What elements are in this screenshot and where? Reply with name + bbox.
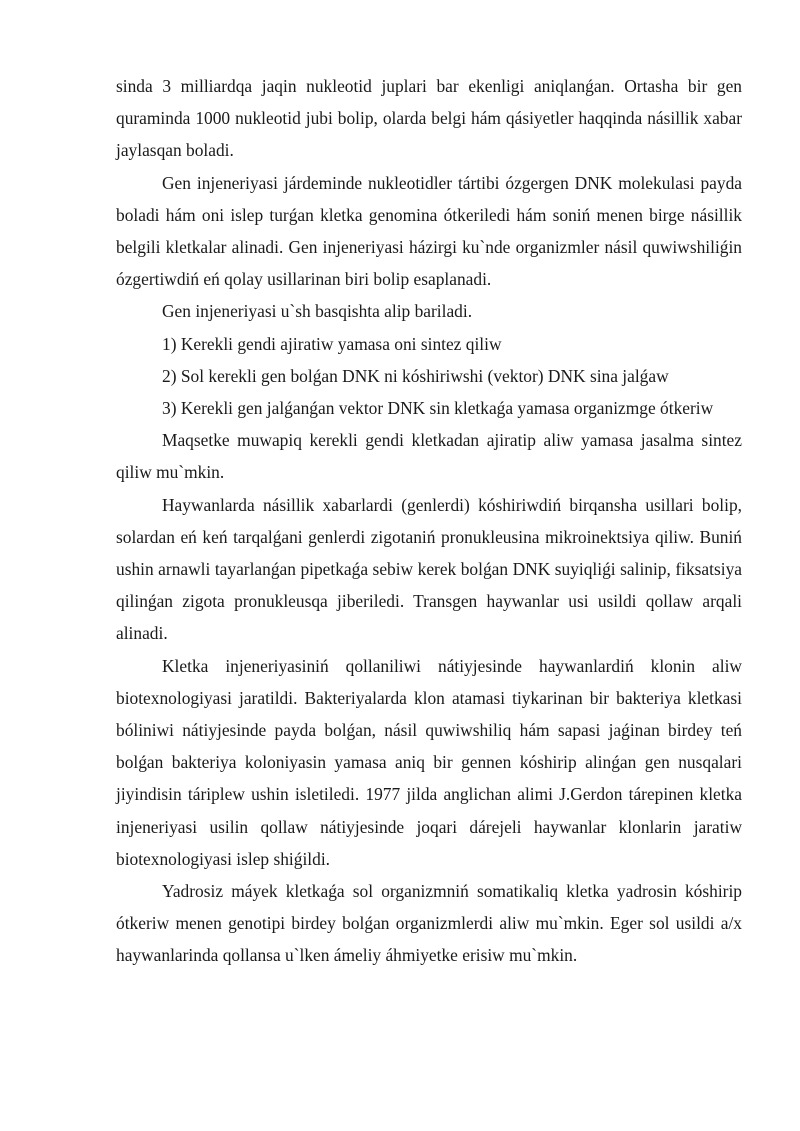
list-item-2: 2) Sol kerekli gen bolǵan DNK ni kóshiriwshi (vektor) DNK sina jalǵaw [162,365,669,386]
list-item-3: 3) Kerekli gen jalǵanǵan vektor DNK sin kletkaǵa yamasa organizmge ótkeriw [162,398,714,419]
paragraph-6: Kletka injeneriyasiniń qollaniliwi nátiyjesinde haywanlardiń klonin aliw biotexnologiyasi jaratildi. Bakteriyalarda klon atamasi tiykarinan bir bakteriya kletkasi bóliniwi nátiyjesinde payda bolǵan, násil quwiwshiliq hám sapasi jaǵinan birdey teń bolǵan bakteriya koloniyasin yamasa aniq bir gennen kóshirip alinǵan gen nusqalari jiyindisin táriplew ushin isletiledi. 1977 jilda anglichan alimi J.Gerdon tárepinen kletka injeneriyasi usilin qollaw nátiyjesinde joqari dárejeli haywanlar klonlarin jaratiw biotexnologiyasi islep shiǵildi. [116,655,742,869]
list-item-1: 1) Kerekli gendi ajiratiw yamasa oni sintez qiliw [162,333,502,354]
paragraph-5: Haywanlarda násillik xabarlardi (genlerdi) kóshiriwdiń birqansha usillari bolip, solardan eń keń tarqalǵani genlerdi zigotaniń pronukleusina mikroinektsiya qiliw. Buniń ushin arnawli tayarlanǵan pipetkaǵa sebiw kerek bolǵan DNK suyiqliǵi salinip, fiksatsiya qilinǵan zigota pronukleusqa jiberiledi. Transgen haywanlar usi usildi qollaw arqali alinadi. [116,494,742,644]
paragraph-3: Gen injeneriyasi u`sh basqishta alip bariladi. [162,301,473,322]
paragraph-1: sinda 3 milliardqa jaqin nukleotid juplari bar ekenligi aniqlanǵan. Ortasha bir gen quraminda 1000 nukleotid jubi bolip, olarda belgi hám qásiyetler haqqinda násillik xabar jaylasqan boladi. [116,76,742,161]
document-page [116,70,742,972]
paragraph-4: Maqsetke muwapiq kerekli gendi kletkadan ajiratip aliw yamasa jasalma sintez qiliw mu`mkin. [116,430,742,483]
paragraph-2: Gen injeneriyasi járdeminde nukleotidler tártibi ózgergen DNK molekulasi payda boladi hám oni islep turǵan kletka genomina ótkeriledi hám soniń menen birge násillik belgili kletkalar alinadi. Gen injeneriyasi házirgi ku`nde organizmler násil quwiwshiliǵin ózgertiwdiń eń qolay usillarinan biri bolip esaplanadi. [116,172,742,290]
paragraph-7: Yadrosiz máyek kletkaǵa sol organizmniń somatikaliq kletka yadrosin kóshirip ótkeriw menen genotipi birdey bolǵan organizmlerdi aliw mu`mkin. Eger sol usildi a/x haywanlarinda qollansa u`lken ámeliy áhmiyetke erisiw mu`mkin. [116,881,742,966]
